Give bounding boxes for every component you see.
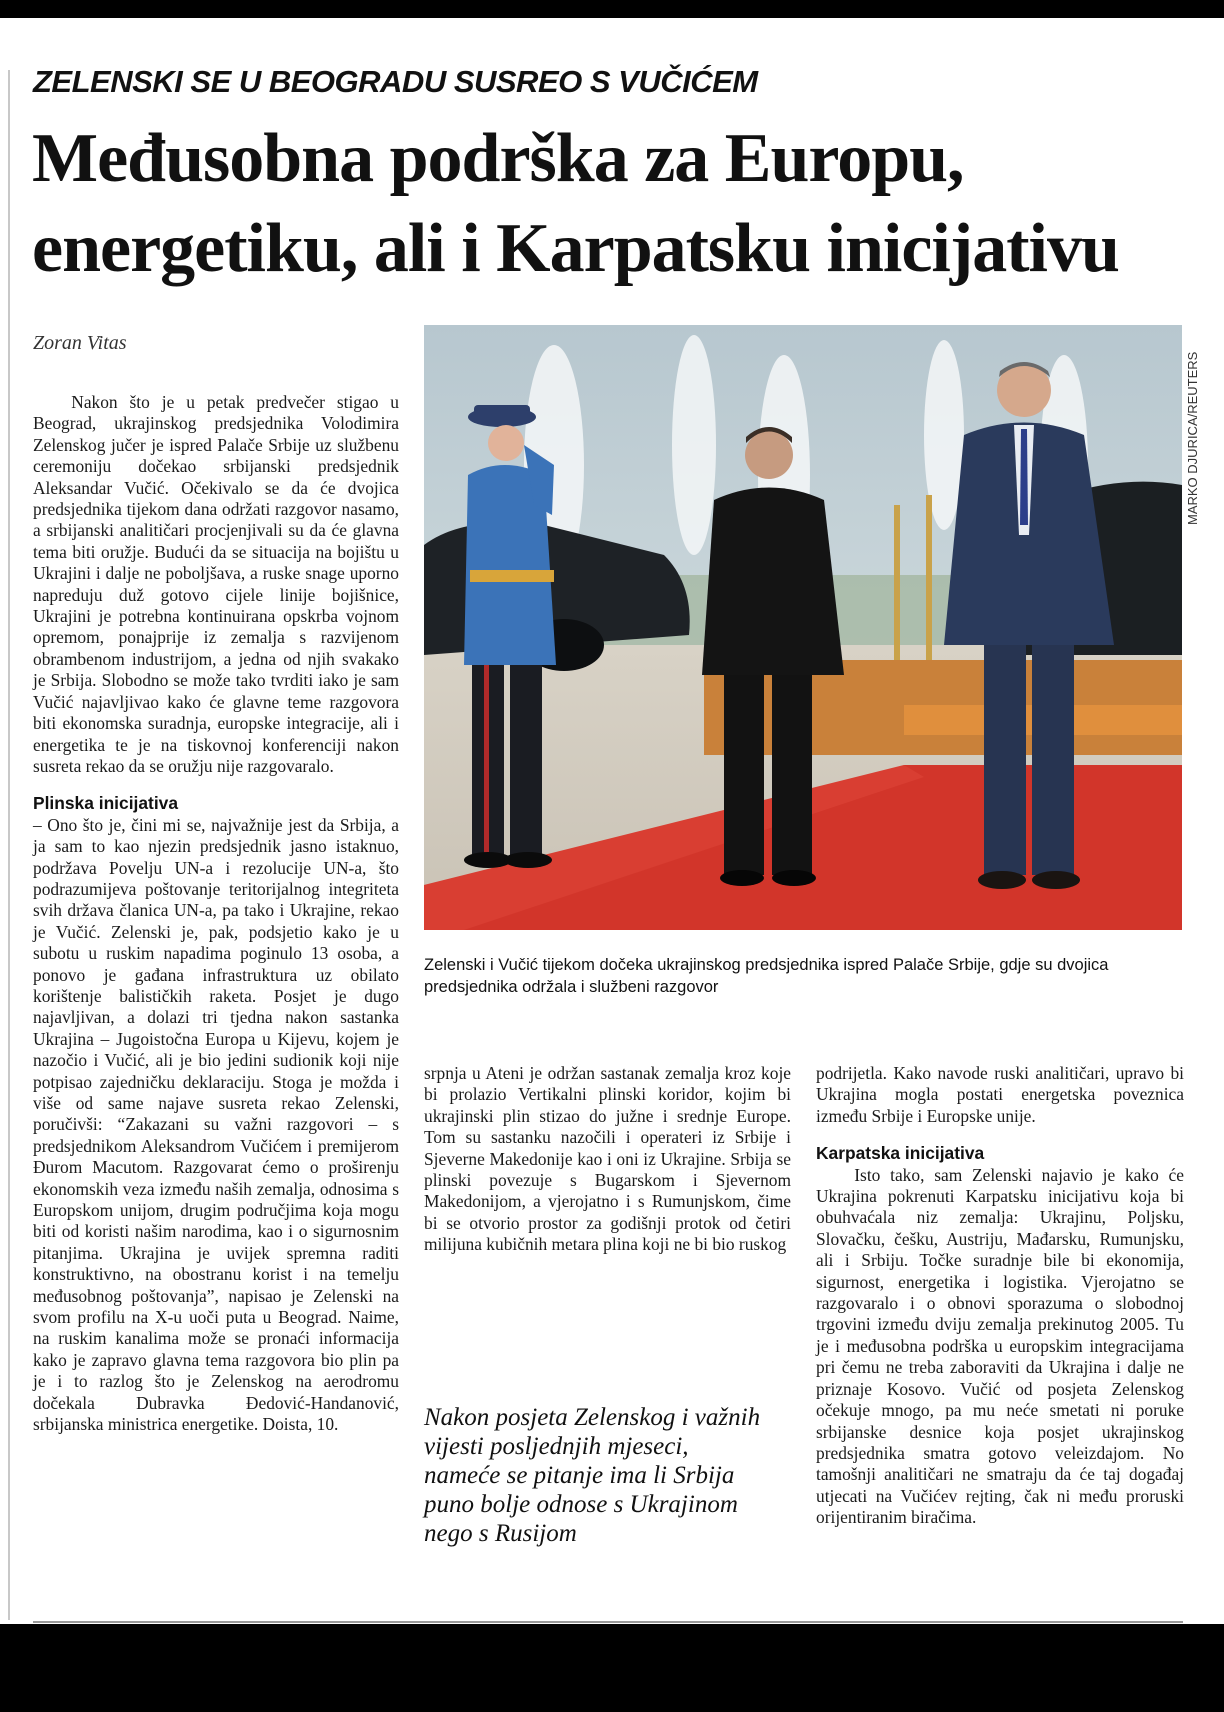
photo-credit: MARKO DJURICA/REUTERS [1185,351,1200,525]
article-column-1 [33,392,399,1436]
article-photo [424,325,1182,930]
article-headline: Međusobna podrška za Europu, energetiku, ali i Karpatsku inicijativu [32,120,1119,287]
body-paragraph: podrijetla. Kako navode ruski analitičari, upravo bi Ukrajina mogla postati energetska poveznica između Srbije i Europske unije. [816,1063,1184,1126]
article-byline: Zoran Vitas [33,332,127,354]
pull-quote: Nakon posjeta Zelenskog i važnih vijesti posljednjih mjeseci, nameće se pitanje ima li Srbija puno bolje odnose s Ukrajinom nego s Rusijom [424,1404,761,1547]
body-paragraph: Nakon što je u petak predvečer stigao u Beograd, ukrajinskog predsjednika Volodimira Zelenskog jučer je ispred Palače Srbije uz službenu ceremoniju dočekao srbijanski predsjednik Aleksandar Vučić. Očekivalo se da će dvojica predsjednika tijekom dana održati razgovor nasamo, a srbijanski analitičari procjenjivali su da će glavna tema biti oružje. Budući da se situacija na bojištu u Ukrajini i dalje ne poboljšava, a ruske snage uporno napreduju duž gotovo cijele linije bojišnice, Ukrajini je potrebna kontinuirana opskrba vojnom opremom, ponajprije iz zemalja s razvijenom obrambenom industrijom, a jedna od njih svakako je Srbija. Slobodno se može tako tvrditi iako je sam Vučić najavljivao kako će glavne teme razgovora biti ekonomska suradnja, europske integracije, ali i energetika te je na tiskovnoj konferenciji nakon susreta rekao da se oružju nije razgovaralo. [33,392,399,776]
body-paragraph: srpnja u Ateni je održan sastanak zemalja kroz koje bi prolazio Vertikalni plinski koridor, kojim bi ukrajinski plin stizao do južne i srednje Europe. Tom su sastanku nazočili i operateri iz Srbije i Sjeverne Makedonije kao i oni iz Ukrajine. Srbija se plinski povezuje s Bugarskom i Sjevernom Makedonijom, a vjerojatno i s Rumunjskom, čime bi se otvorio prostor za godišnji protok od četiri milijuna kubičnih metara plina koji ne bi bio ruskog [424,1063,791,1255]
article-column-3 [816,1063,1184,1529]
left-margin-rule [8,70,10,1620]
photo-caption: Zelenski i Vučić tijekom dočeka ukrajinskog predsjednika ispred Palače Srbije, gdje su dvojica predsjednika održala i službeni razgovor [424,956,1109,996]
article-column-2 [424,1063,791,1256]
footer-rule [33,1621,1183,1623]
article-kicker: ZELENSKI SE U BEOGRADU SUSREO S VUČIĆEM [33,64,758,99]
top-black-bar [0,0,1224,18]
subheading-karpatska: Karpatska inicijativa [816,1143,985,1164]
body-paragraph: – Ono što je, čini mi se, najvažnije jest da Srbija, a ja sam to kao njezin predsjednik jasno istaknuo, podržava Povelju UN-a i rezolucije UN-a, što podrazumijeva poštovanje teritorijalnog integriteta svih država članica UN-a, pa tako i Ukrajine, rekao je Vučić. Zelenski je, pak, podsjetio kako je u subotu u ruskim napadima poginulo 13 osoba, a ponovo je gađana infrastruktura uz obilato korištenje balističkih raketa. Posjet je dugo najavljivan, a dolazi tri tjedna nakon sastanka Ukrajina – Jugoistočna Europa u Kijevu, kojem je nazočio i Vučić, ali je bio jedini sudionik koji nije potpisao zajedničku deklaraciju. Stoga je možda i više od same najave susreta rekao Zelenski, poručivši: “Zakazani su važni razgovori – s predsjednikom Aleksandrom Vučićem i premijerom Đurom Macutom. Razgovarat ćemo o proširenju ekonomskih veza između naših zemalja, odnosima s Europskom unijom, drugim područjima koja mogu biti od koristi našim narodima, kao i o sigurnosnim pitanjima. Ukrajina je uvijek spremna raditi konstruktivno, na obostranu korist i na temelju međusobnog poštovanja”, napisao je Zelenski na svom profilu na X-u uoči puta u Beograd. Naime, na ruskim kanalima može se pronaći informacija kako je zapravo glavna tema razgovora bio plin pa je i to razlog što je Zelenskog na aerodromu dočekala Dubravka Đedović-Handanović, srbijanska ministrica energetike. Doista, 10. [33,814,399,1435]
body-paragraph: Isto tako, sam Zelenski najavio je kako će Ukrajina pokrenuti Karpatsku inicijativu koja bi obuhvaćala niz zemalja: Ukrajinu, Poljsku, Slovačku, češku, Austriju, Mađarsku, Rumunjsku, ali i Srbiju. Točke suradnje bile bi ekonomija, sigurnost, energetika i logistika. Vjerojatno se razgovaralo i o obnovi sporazuma o slobodnoj trgovini između dviju zemalja prekinutog 2005. Tu je i međusobna podrška u europskim integracijama pri čemu ne treba zaboraviti da Ukrajina i dalje ne priznaje Kosovo. Vučić od posjeta Zelenskog očekuje mnogo, pa mu neće smetati ni poruke srbijanske desnice koja posjet ukrajinskog predsjednika smatra gotovo veleizdajom. No tamošnji analitičari ne smatraju da će taj događaj utjecati na Vučićev rejting, čak ni među proruski orijentiranim biračima. [816,1164,1184,1528]
bottom-black-bar [0,1624,1224,1712]
subheading-plinska: Plinska inicijativa [33,793,178,814]
